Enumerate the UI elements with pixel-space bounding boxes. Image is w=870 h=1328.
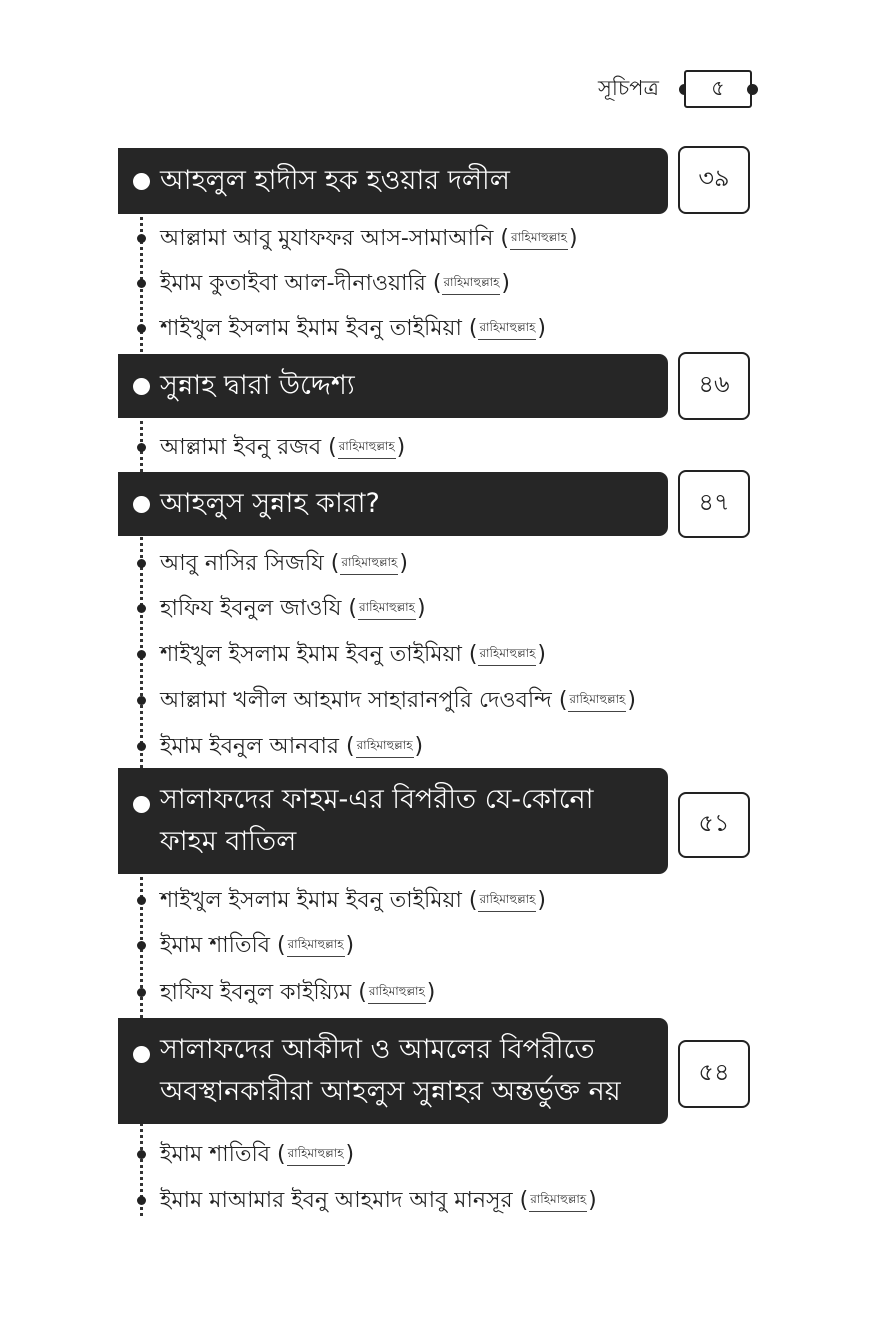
- section-heading-text: সালাফদের ফাহম-এর বিপরীত যে-কোনো ফাহম বাতিল: [160, 784, 594, 857]
- entry-3-4[interactable]: আল্লামা খলীল আহমাদ সাহারানপুরি দেওবন্দি ( রাহিমাহুল্লাহ): [160, 688, 636, 713]
- honorific-calligraphy: রাহিমাহুল্লাহ: [529, 1191, 587, 1212]
- section-heading-5[interactable]: [118, 1018, 668, 1124]
- entry-1-2[interactable]: ইমাম কুতাইবা আল-দীনাওয়ারি ( রাহিমাহুল্লাহ): [160, 271, 510, 296]
- header-page-number: [684, 70, 752, 108]
- honorific-calligraphy: রাহিমাহুল্লাহ: [442, 274, 500, 295]
- section-page-5[interactable]: [678, 1040, 750, 1108]
- header-page-number-text: ৫: [711, 75, 725, 100]
- section-page-1[interactable]: [678, 146, 750, 214]
- section-page-3[interactable]: [678, 470, 750, 538]
- entry-bullet: [137, 324, 146, 333]
- honorific-calligraphy: রাহিমাহুল্লাহ: [287, 1145, 345, 1166]
- entry-bullet: [137, 604, 146, 613]
- entry-4-2[interactable]: ইমাম শাতিবি ( রাহিমাহুল্লাহ): [160, 933, 355, 958]
- entry-3-2[interactable]: হাফিয ইবনুল জাওযি ( রাহিমাহুল্লাহ): [160, 596, 426, 621]
- entry-1-1[interactable]: আল্লামা আবু মুযাফফর আস-সামাআনি ( রাহিমাহুল্লাহ): [160, 226, 578, 251]
- entry-bullet: [137, 234, 146, 243]
- entry-3-3[interactable]: শাইখুল ইসলাম ইমাম ইবনু তাইমিয়া ( রাহিমাহুল্লাহ): [160, 642, 546, 667]
- section-page-text: ৫১: [698, 809, 730, 837]
- guide-line-3: [140, 506, 143, 768]
- entry-5-1[interactable]: ইমাম শাতিবি ( রাহিমাহুল্লাহ): [160, 1142, 355, 1167]
- section-page-text: ৩৯: [698, 164, 730, 192]
- honorific-calligraphy: রাহিমাহুল্লাহ: [358, 599, 416, 620]
- entry-text: হাফিয ইবনুল জাওযি: [160, 596, 342, 621]
- honorific-calligraphy: রাহিমাহুল্লাহ: [356, 737, 414, 758]
- honorific-calligraphy: রাহিমাহুল্লাহ: [340, 554, 398, 575]
- section-heading-text: সুন্নাহ দ্বারা উদ্দেশ্য: [160, 370, 355, 401]
- honorific-calligraphy: রাহিমাহুল্লাহ: [478, 891, 536, 912]
- header-dot-right: [747, 84, 758, 95]
- honorific-calligraphy: রাহিমাহুল্লাহ: [338, 438, 396, 459]
- honorific-calligraphy: রাহিমাহুল্লাহ: [287, 936, 345, 957]
- entry-text: আল্লামা আবু মুযাফফর আস-সামাআনি: [160, 226, 494, 251]
- section-page-text: ৪৬: [698, 370, 730, 398]
- entry-2-1[interactable]: আল্লামা ইবনু রজব ( রাহিমাহুল্লাহ): [160, 435, 406, 460]
- heading-bullet-1: [133, 173, 150, 190]
- section-heading-text: সালাফদের আকীদা ও আমলের বিপরীতে অবস্থানকারীরা আহলুস সুন্নাহর অন্তর্ভুক্ত নয়: [160, 1034, 621, 1107]
- entry-text: আল্লামা খলীল আহমাদ সাহারানপুরি দেওবন্দি: [160, 688, 552, 713]
- honorific-calligraphy: রাহিমাহুল্লাহ: [368, 983, 426, 1004]
- honorific-calligraphy: রাহিমাহুল্লাহ: [478, 645, 536, 666]
- entry-text: আল্লামা ইবনু রজব: [160, 435, 322, 460]
- entry-bullet: [137, 988, 146, 997]
- entry-bullet: [137, 559, 146, 568]
- entry-bullet: [137, 1196, 146, 1205]
- heading-bullet-3: [133, 496, 150, 513]
- entry-text: ইমাম শাতিবি: [160, 1142, 270, 1167]
- entry-text: আবু নাসির সিজযি: [160, 551, 324, 576]
- entry-text: ইমাম মাআমার ইবনু আহমাদ আবু মানসূর: [160, 1188, 513, 1213]
- entry-4-1[interactable]: শাইখুল ইসলাম ইমাম ইবনু তাইমিয়া ( রাহিমাহুল্লাহ): [160, 888, 546, 913]
- honorific-calligraphy: রাহিমাহুল্লাহ: [568, 691, 626, 712]
- section-heading-4[interactable]: [118, 768, 668, 874]
- section-heading-1[interactable]: [118, 148, 668, 214]
- honorific-calligraphy: রাহিমাহুল্লাহ: [510, 229, 568, 250]
- entry-bullet: [137, 279, 146, 288]
- entry-bullet: [137, 1150, 146, 1159]
- entry-4-3[interactable]: হাফিয ইবনুল কাইয়্যিম ( রাহিমাহুল্লাহ): [160, 980, 436, 1005]
- running-header-title: সূচিপত্র: [598, 76, 659, 100]
- entry-text: শাইখুল ইসলাম ইমাম ইবনু তাইমিয়া: [160, 888, 462, 913]
- section-heading-3[interactable]: [118, 472, 668, 536]
- heading-bullet-5: [133, 1046, 150, 1063]
- entry-bullet: [137, 443, 146, 452]
- entry-text: শাইখুল ইসলাম ইমাম ইবনু তাইমিয়া: [160, 642, 462, 667]
- entry-bullet: [137, 696, 146, 705]
- section-page-text: ৫৪: [698, 1058, 730, 1086]
- section-heading-text: আহলুস সুন্নাহ কারা?: [160, 488, 380, 519]
- entry-text: শাইখুল ইসলাম ইমাম ইবনু তাইমিয়া: [160, 316, 462, 341]
- entry-text: ইমাম শাতিবি: [160, 933, 270, 958]
- section-heading-text: আহলুল হাদীস হক হওয়ার দলীল: [160, 165, 510, 196]
- entry-bullet: [137, 896, 146, 905]
- entry-bullet: [137, 941, 146, 950]
- entry-text: ইমাম কুতাইবা আল-দীনাওয়ারি: [160, 271, 426, 296]
- section-page-text: ৪৭: [698, 488, 730, 516]
- entry-bullet: [137, 742, 146, 751]
- heading-bullet-2: [133, 378, 150, 395]
- entry-5-2[interactable]: ইমাম মাআমার ইবনু আহমাদ আবু মানসূর ( রাহিমাহুল্লাহ): [160, 1188, 597, 1213]
- entry-text: হাফিয ইবনুল কাইয়্যিম: [160, 980, 352, 1005]
- entry-text: ইমাম ইবনুল আনবার: [160, 734, 339, 759]
- entry-3-5[interactable]: ইমাম ইবনুল আনবার ( রাহিমাহুল্লাহ): [160, 734, 424, 759]
- honorific-calligraphy: রাহিমাহুল্লাহ: [478, 319, 536, 340]
- section-page-2[interactable]: [678, 352, 750, 420]
- heading-bullet-4: [133, 796, 150, 813]
- section-page-4[interactable]: [678, 792, 750, 858]
- entry-bullet: [137, 650, 146, 659]
- entry-1-3[interactable]: শাইখুল ইসলাম ইমাম ইবনু তাইমিয়া ( রাহিমাহুল্লাহ): [160, 316, 546, 341]
- entry-3-1[interactable]: আবু নাসির সিজযি ( রাহিমাহুল্লাহ): [160, 551, 408, 576]
- section-heading-2[interactable]: [118, 354, 668, 418]
